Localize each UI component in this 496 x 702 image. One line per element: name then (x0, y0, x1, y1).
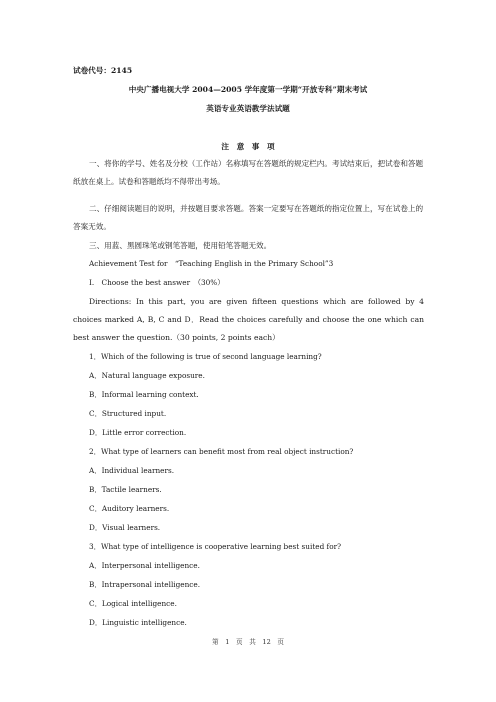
notice-1: 一、将你的学号、姓名及分校（工作站）名称填写在答题纸的规定栏内。考试结束后，把试卷和答题纸放在桌上。试卷和答题纸均不得带出考场。 (73, 159, 424, 186)
notice-heading: 注 意 事 项 (221, 142, 275, 151)
question-2-option-b: B．Tactile learners. (89, 485, 162, 494)
page-footer: 第 1 页 共 12 页 (212, 638, 284, 646)
notice-2: 二、仔细阅读题目的说明，并按题目要求答题。答案一定要写在答题纸的指定位置上，写在试卷上的答案无效。 (73, 204, 424, 231)
question-3-option-b: B．Intrapersonal intelligence. (89, 580, 201, 589)
exam-code: 试卷代号：2145 (73, 66, 133, 75)
test-title: Achievement Test for “Teaching English in the Primary School”3 (89, 259, 334, 268)
question-1-option-c: C．Structured input. (89, 409, 167, 418)
question-2-option-d: D．Visual learners. (89, 523, 161, 532)
question-2-option-a: A．Individual learners. (89, 466, 175, 475)
question-3-option-a: A．Interpersonal intelligence. (89, 561, 200, 570)
exam-title: 中央广播电视大学 2004—2005 学年度第一学期“开放专科”期末考试 (128, 85, 368, 94)
exam-subtitle: 英语专业英语教学法试题 (206, 104, 290, 113)
question-1-stem: 1．Which of the following is true of second language learning? (89, 352, 322, 361)
question-2-stem: 2．What type of learners can benefit most from real object instruction? (89, 447, 354, 456)
section-title: I. Choose the best answer （30%） (89, 278, 225, 287)
question-1-option-d: D．Little error correction. (89, 428, 187, 437)
question-3-option-d: D．Linguistic intelligence. (89, 618, 187, 627)
question-1-option-a: A．Natural language exposure. (89, 371, 205, 380)
notice-3: 三、用蓝、黑圆珠笔或钢笔答题，使用铅笔答题无效。 (89, 241, 272, 250)
question-3-option-c: C．Logical intelligence. (89, 599, 177, 608)
directions: Directions: In this part, you are given fifteen questions which are followed by 4 choices marked A, B, C and D．Read the choices carefully and choose the one which can best answer the question.（30 points, 2 points each） (73, 297, 424, 342)
question-3-stem: 3．What type of intelligence is cooperative learning best suited for? (89, 542, 342, 551)
question-1-option-b: B．Informal learning context. (89, 390, 199, 399)
question-2-option-c: C．Auditory learners. (89, 504, 170, 513)
